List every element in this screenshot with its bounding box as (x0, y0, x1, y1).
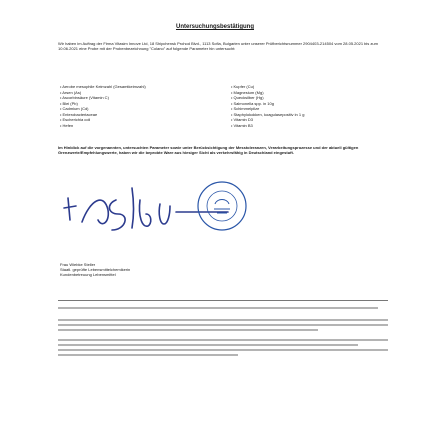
parameter-item: • Aerobe mesophile Keimzahl (Gesamtkeimzahl) (60, 84, 146, 89)
parameter-item: • Hefen (60, 122, 74, 128)
intro-paragraph: Wir haben im Auftrag der Firma Vitasim Innove Ltd, 18 Shipchensk Prohod Blvd., 1113 Sofia, Bulgarien unter unserer Prüfberichtsnummer 2904403-214504 vom 28.05.2021 bis zum 10.06.2021 eine Probe mit der Probenbezeichnung "Colano" auf folgende Parameter hin untersucht: (58, 41, 378, 52)
parameter-list-right (231, 84, 391, 128)
parameter-item: • Blei (Pb) (60, 100, 78, 106)
parameter-item: • Enterobacteriaceae (60, 111, 98, 117)
parameter-item: • Ascorbinsäure (Vitamin C) (60, 95, 109, 100)
signer-department: Kundenbetreuung Lebensmittel (60, 272, 116, 277)
parameter-list-left (60, 84, 210, 128)
fine-print-lines (58, 348, 388, 358)
parameter-item: • Arsen (As) (60, 89, 82, 95)
parameter-item: • Magnesium (Mg) (231, 89, 264, 95)
parameter-item: • Quecksilber (Hg) (231, 95, 264, 100)
conclusion-paragraph: Im Hinblick auf die vorgenannten, untersuchten Parameter sowie unter Berücksichtigung der Messtoleranzen, Verarbeitungsprozesse und der aktuell gültigen Grenzwerte/Empfehlungswerte, haben wir die beprobte Ware aus hiesiger Sicht als verkehrsfähig in Deutschland eingestuft. (58, 145, 359, 156)
signer-qualification: Staatl. geprüfte Lebensmittelchemikerin (60, 267, 131, 272)
document-title: Untersuchungsbestätigung (175, 24, 254, 30)
company-stamp (196, 180, 248, 232)
parameter-item: • Escherichia coli (60, 117, 91, 122)
signer-name: Frau Wiebke Steller (60, 262, 96, 267)
parameter-item: • Schimmelpilze (231, 106, 260, 111)
signer-block (60, 262, 130, 277)
footnote-divider (58, 300, 388, 301)
fine-print-lines (58, 306, 388, 346)
parameter-item: • Vitamin B3 (231, 122, 253, 128)
parameter-item: • Cadmium (Cd) (60, 106, 89, 111)
parameter-item: • Kupfer (Cu) (231, 84, 255, 89)
parameter-item: • Vitamin D3 (231, 117, 254, 122)
parameter-item: • Salmonella spp. in 10g (231, 100, 274, 106)
parameter-item: • Staphylokokken, koagulasepositiv in 1 g (231, 111, 305, 117)
